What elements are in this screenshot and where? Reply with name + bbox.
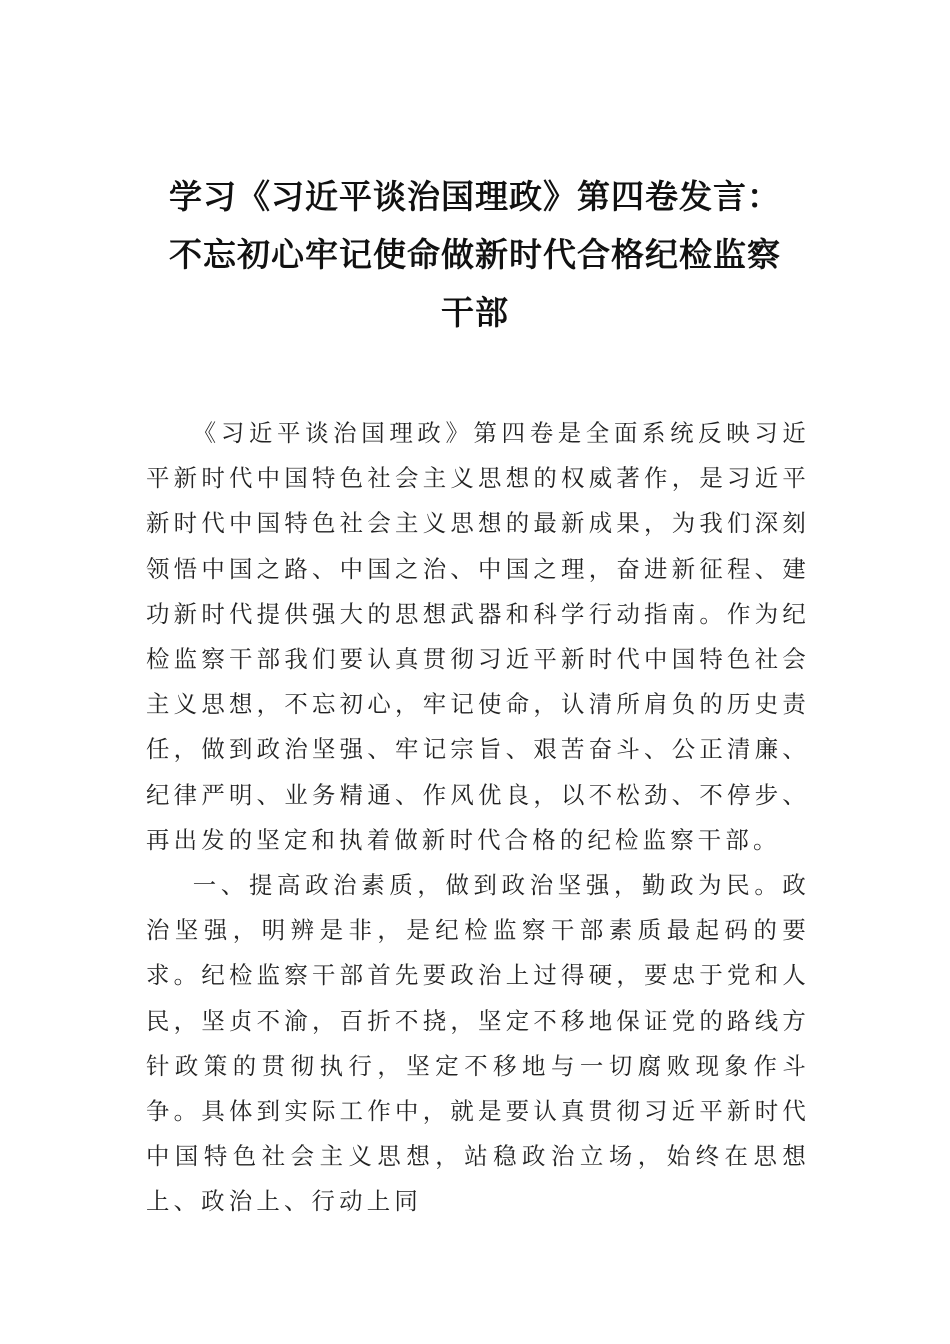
title-line: 不忘初心牢记使命做新时代合格纪检监察 bbox=[169, 235, 781, 274]
document-body bbox=[146, 411, 810, 1225]
body-paragraph: 一、提高政治素质，做到政治坚强，勤政为民。政治坚强，明辨是非，是纪检监察干部素质最起码的要求。纪检监察干部首先要政治上过得硬，要忠于党和人民，坚贞不渝，百折不挠，坚定不移地保证党的路线方针政策的贯彻执行，坚定不移地与一切腐败现象作斗争。具体到实际工作中，就是要认真贯彻习近平新时代中国特色社会主义思想，站稳政治立场，始终在思想上、政治上、行动上同 bbox=[146, 871, 810, 1216]
title-line: 干部 bbox=[441, 293, 509, 332]
body-paragraph: 《习近平谈治国理政》第四卷是全面系统反映习近平新时代中国特色社会主义思想的权威著作，是习近平新时代中国特色社会主义思想的最新成果，为我们深刻领悟中国之路、中国之治、中国之理，奋进新征程、建功新时代提供强大的思想武器和科学行动指南。作为纪检监察干部我们要认真贯彻习近平新时代中国特色社会主义思想，不忘初心，牢记使命，认清所肩负的历史责任，做到政治坚强、牢记宗旨、艰苦奋斗、公正清廉、纪律严明、业务精通、作风优良，以不松劲、不停步、再出发的坚定和执着做新时代合格的纪检监察干部。 bbox=[146, 419, 810, 854]
document-title bbox=[120, 168, 830, 342]
title-line: 学习《习近平谈治国理政》第四卷发言： bbox=[169, 177, 781, 216]
